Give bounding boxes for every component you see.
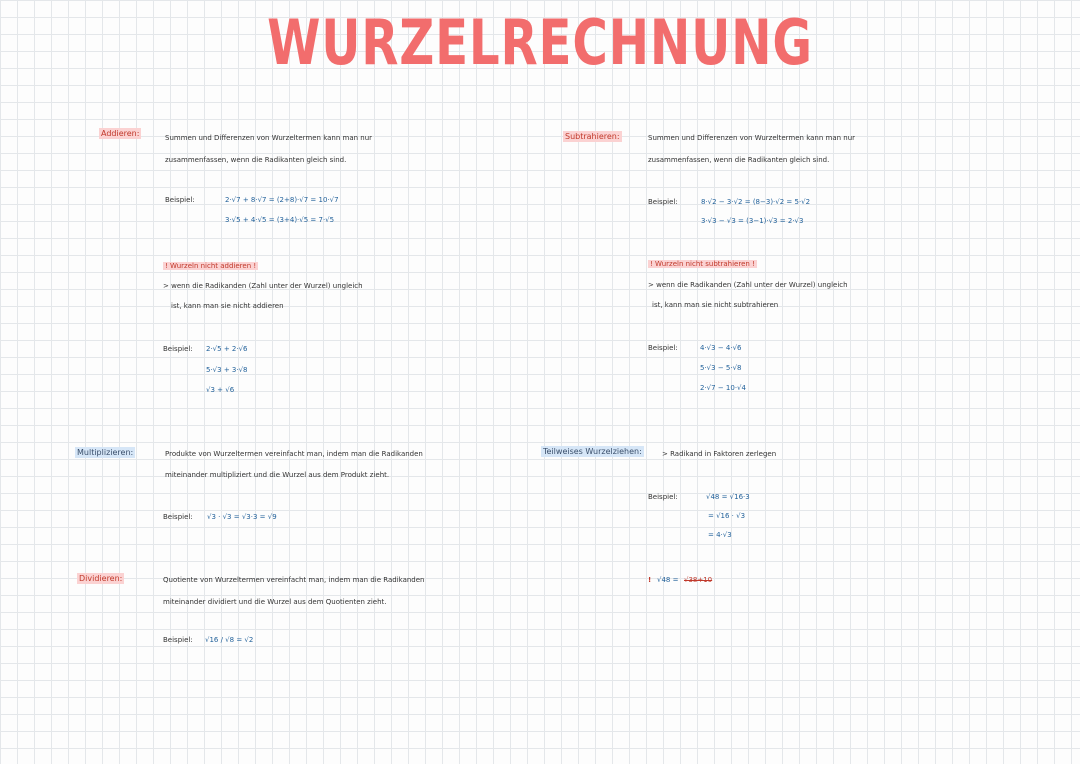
example-label: Beispiel: — [648, 493, 678, 501]
counter-example-1: 2·√5 + 2·√6 — [206, 345, 248, 353]
counter-example-3: √3 + √6 — [206, 386, 235, 394]
warning-heading: ! Wurzeln nicht subtrahieren ! — [650, 260, 755, 268]
example-equation-2: 3·√3 − √3 = (3−1)·√3 = 2·√3 — [701, 217, 804, 225]
counter-example-3: 2·√7 − 10·√4 — [700, 384, 746, 392]
warning-text-line2: ist, kann man sie nicht subtrahieren — [652, 301, 779, 309]
rule-text-line1: Quotiente von Wurzeltermen vereinfacht man, indem man die Radikanden — [163, 576, 425, 584]
warning-text-line1: > wenn die Radikanden (Zahl unter der Wurzel) ungleich — [163, 282, 363, 290]
counter-example-1: 4·√3 − 4·√6 — [700, 344, 742, 352]
heading-multiplizieren: Multiplizieren: — [77, 448, 134, 457]
counter-example-label: Beispiel: — [163, 345, 193, 353]
example-equation-3: = 4·√3 — [708, 531, 732, 539]
rule-text-line2: zusammenfassen, wenn die Radikanten gleich sind. — [165, 156, 347, 164]
rule-text-line1: Summen und Differenzen von Wurzeltermen kann man nur — [648, 134, 856, 142]
example-equation-1: 2·√7 + 8·√7 = (2+8)·√7 = 10·√7 — [225, 196, 339, 204]
warning-mark: ! — [648, 576, 652, 584]
example-equation-1: 8·√2 − 3·√2 = (8−3)·√2 = 5·√2 — [701, 198, 811, 206]
example-label: Beispiel: — [163, 636, 193, 644]
warning-text-line1: > wenn die Radikanden (Zahl unter der Wurzel) ungleich — [648, 281, 848, 289]
example-label: Beispiel: — [163, 513, 193, 521]
example-label: Beispiel: — [165, 196, 195, 204]
warning-equation: √48 = — [657, 576, 679, 584]
counter-example-2: 5·√3 − 5·√8 — [700, 364, 742, 372]
rule-text-line2: miteinander dividiert und die Wurzel aus dem Quotienten zieht. — [163, 598, 387, 606]
heading-subtrahieren: Subtrahieren: — [565, 132, 620, 141]
example-equation-2: = √16 · √3 — [708, 512, 746, 520]
example-equation-1: √16 / √8 = √2 — [205, 636, 254, 644]
counter-example-label: Beispiel: — [648, 344, 678, 352]
rule-text-line1: Produkte von Wurzeltermen vereinfacht man, indem man die Radikanden — [165, 450, 423, 458]
example-label: Beispiel: — [648, 198, 678, 206]
rule-text-line1: Summen und Differenzen von Wurzeltermen kann man nur — [165, 134, 373, 142]
rule-text-line1: > Radikand in Faktoren zerlegen — [662, 450, 777, 458]
rule-text-line2: zusammenfassen, wenn die Radikanten gleich sind. — [648, 156, 830, 164]
warning-text-line2: ist, kann man sie nicht addieren — [171, 302, 284, 310]
example-equation-2: 3·√5 + 4·√5 = (3+4)·√5 = 7·√5 — [225, 216, 335, 224]
warning-heading: ! Wurzeln nicht addieren ! — [165, 262, 257, 270]
example-equation-1: √48 = √16·3 — [706, 493, 750, 501]
rule-text-line2: miteinander multipliziert und die Wurzel aus dem Produkt zieht. — [165, 471, 390, 479]
example-equation-1: √3 · √3 = √3·3 = √9 — [207, 513, 277, 521]
heading-teilweises-wurzelziehen: Teilweises Wurzelziehen: — [543, 447, 642, 456]
heading-addieren: Addieren: — [101, 129, 140, 138]
struck-wrong-term: √38+10 — [684, 576, 713, 584]
counter-example-2: 5·√3 + 3·√8 — [206, 366, 248, 374]
heading-dividieren: Dividieren: — [79, 574, 123, 583]
page-title: WURZELRECHNUNG — [267, 6, 813, 79]
